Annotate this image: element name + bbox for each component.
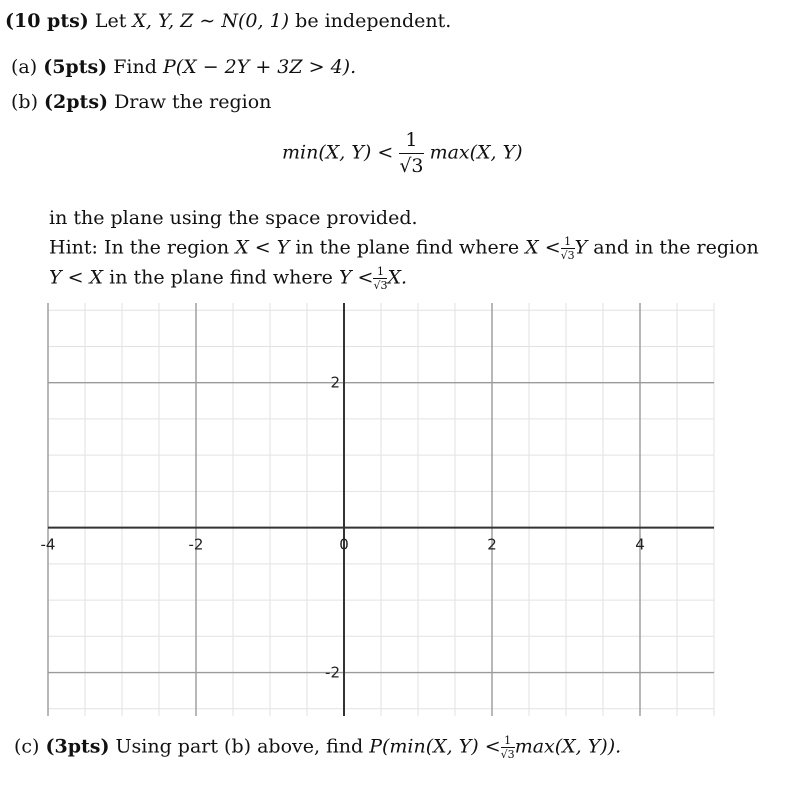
- display-left: min(X, Y) <: [282, 141, 394, 164]
- part-a-label: (a): [11, 56, 38, 78]
- part-a-text: Find: [113, 56, 157, 78]
- hint-tail-1: and in the region: [593, 236, 759, 259]
- problem-variables: X, Y, Z: [132, 10, 194, 32]
- instruction: [49, 207, 418, 229]
- part-c: [14, 735, 621, 760]
- problem-text-lead: Let: [94, 10, 127, 32]
- part-a: [11, 56, 356, 78]
- hint-line-1: [49, 236, 759, 261]
- display-right: max(X, Y): [429, 141, 523, 164]
- part-c-expr-right: max(X, Y)).: [514, 735, 622, 758]
- hint-frac-num: 1: [561, 236, 575, 249]
- x-tick-label: 2: [487, 535, 497, 554]
- display-fraction: [399, 131, 423, 176]
- problem-text-tail: be independent.: [295, 10, 452, 32]
- hint-mid-2: in the plane find where: [109, 266, 333, 289]
- part-a-points: (5pts): [43, 56, 108, 78]
- display-frac-den: √3: [399, 155, 424, 177]
- coordinate-grid: [40, 303, 714, 716]
- hint-frac-num-2: 1: [373, 266, 387, 279]
- display-frac-num: 1: [399, 131, 423, 154]
- part-c-frac-num: 1: [501, 735, 515, 748]
- y-tick-label: 2: [330, 373, 340, 392]
- hint-ineq-2: Y <: [338, 266, 374, 289]
- part-a-expression: P(X − 2Y + 3Z > 4).: [162, 56, 357, 78]
- part-b-text: Draw the region: [114, 91, 272, 113]
- part-c-label: (c): [14, 735, 40, 758]
- part-c-fraction: [501, 735, 515, 760]
- hint-fraction-1: [561, 236, 575, 261]
- hint-region-2: Y < X: [49, 266, 104, 289]
- display-inequality: [282, 131, 523, 176]
- part-c-frac-den: √3: [500, 748, 515, 761]
- hint-line-2: [49, 266, 407, 291]
- hint-fraction-2: [373, 266, 387, 291]
- part-c-points: (3pts): [45, 735, 110, 758]
- x-tick-label: 0: [339, 535, 349, 554]
- hint-ineq-1: X <: [525, 236, 561, 259]
- hint-mid-1: in the plane find where: [295, 236, 520, 259]
- x-tick-label: -2: [188, 535, 204, 554]
- hint-frac-den-2: √3: [373, 279, 388, 292]
- hint-frac-den: √3: [560, 249, 575, 262]
- hint-var-2: X.: [387, 266, 408, 289]
- hint-lead: Hint: In the region: [49, 236, 230, 259]
- minor-gridlines: [48, 303, 714, 716]
- hint-var-1: Y: [574, 236, 588, 259]
- part-c-expr-left: P(min(X, Y) <: [369, 735, 501, 758]
- part-b-points: (2pts): [44, 91, 109, 113]
- problem-points: (10 pts): [5, 10, 89, 32]
- part-c-text: Using part (b) above, find: [115, 735, 364, 758]
- part-b-label: (b): [11, 91, 38, 113]
- tilde-symbol: ∼: [199, 10, 216, 32]
- x-tick-label: 4: [635, 535, 645, 554]
- problem-statement: [5, 10, 451, 32]
- y-tick-label: -2: [325, 663, 340, 682]
- instruction-text: in the plane using the space provided.: [49, 207, 418, 229]
- hint-region-1: X < Y: [235, 236, 290, 259]
- distribution: N(0, 1): [221, 10, 290, 32]
- part-b: [11, 91, 271, 113]
- x-tick-label: -4: [40, 535, 56, 554]
